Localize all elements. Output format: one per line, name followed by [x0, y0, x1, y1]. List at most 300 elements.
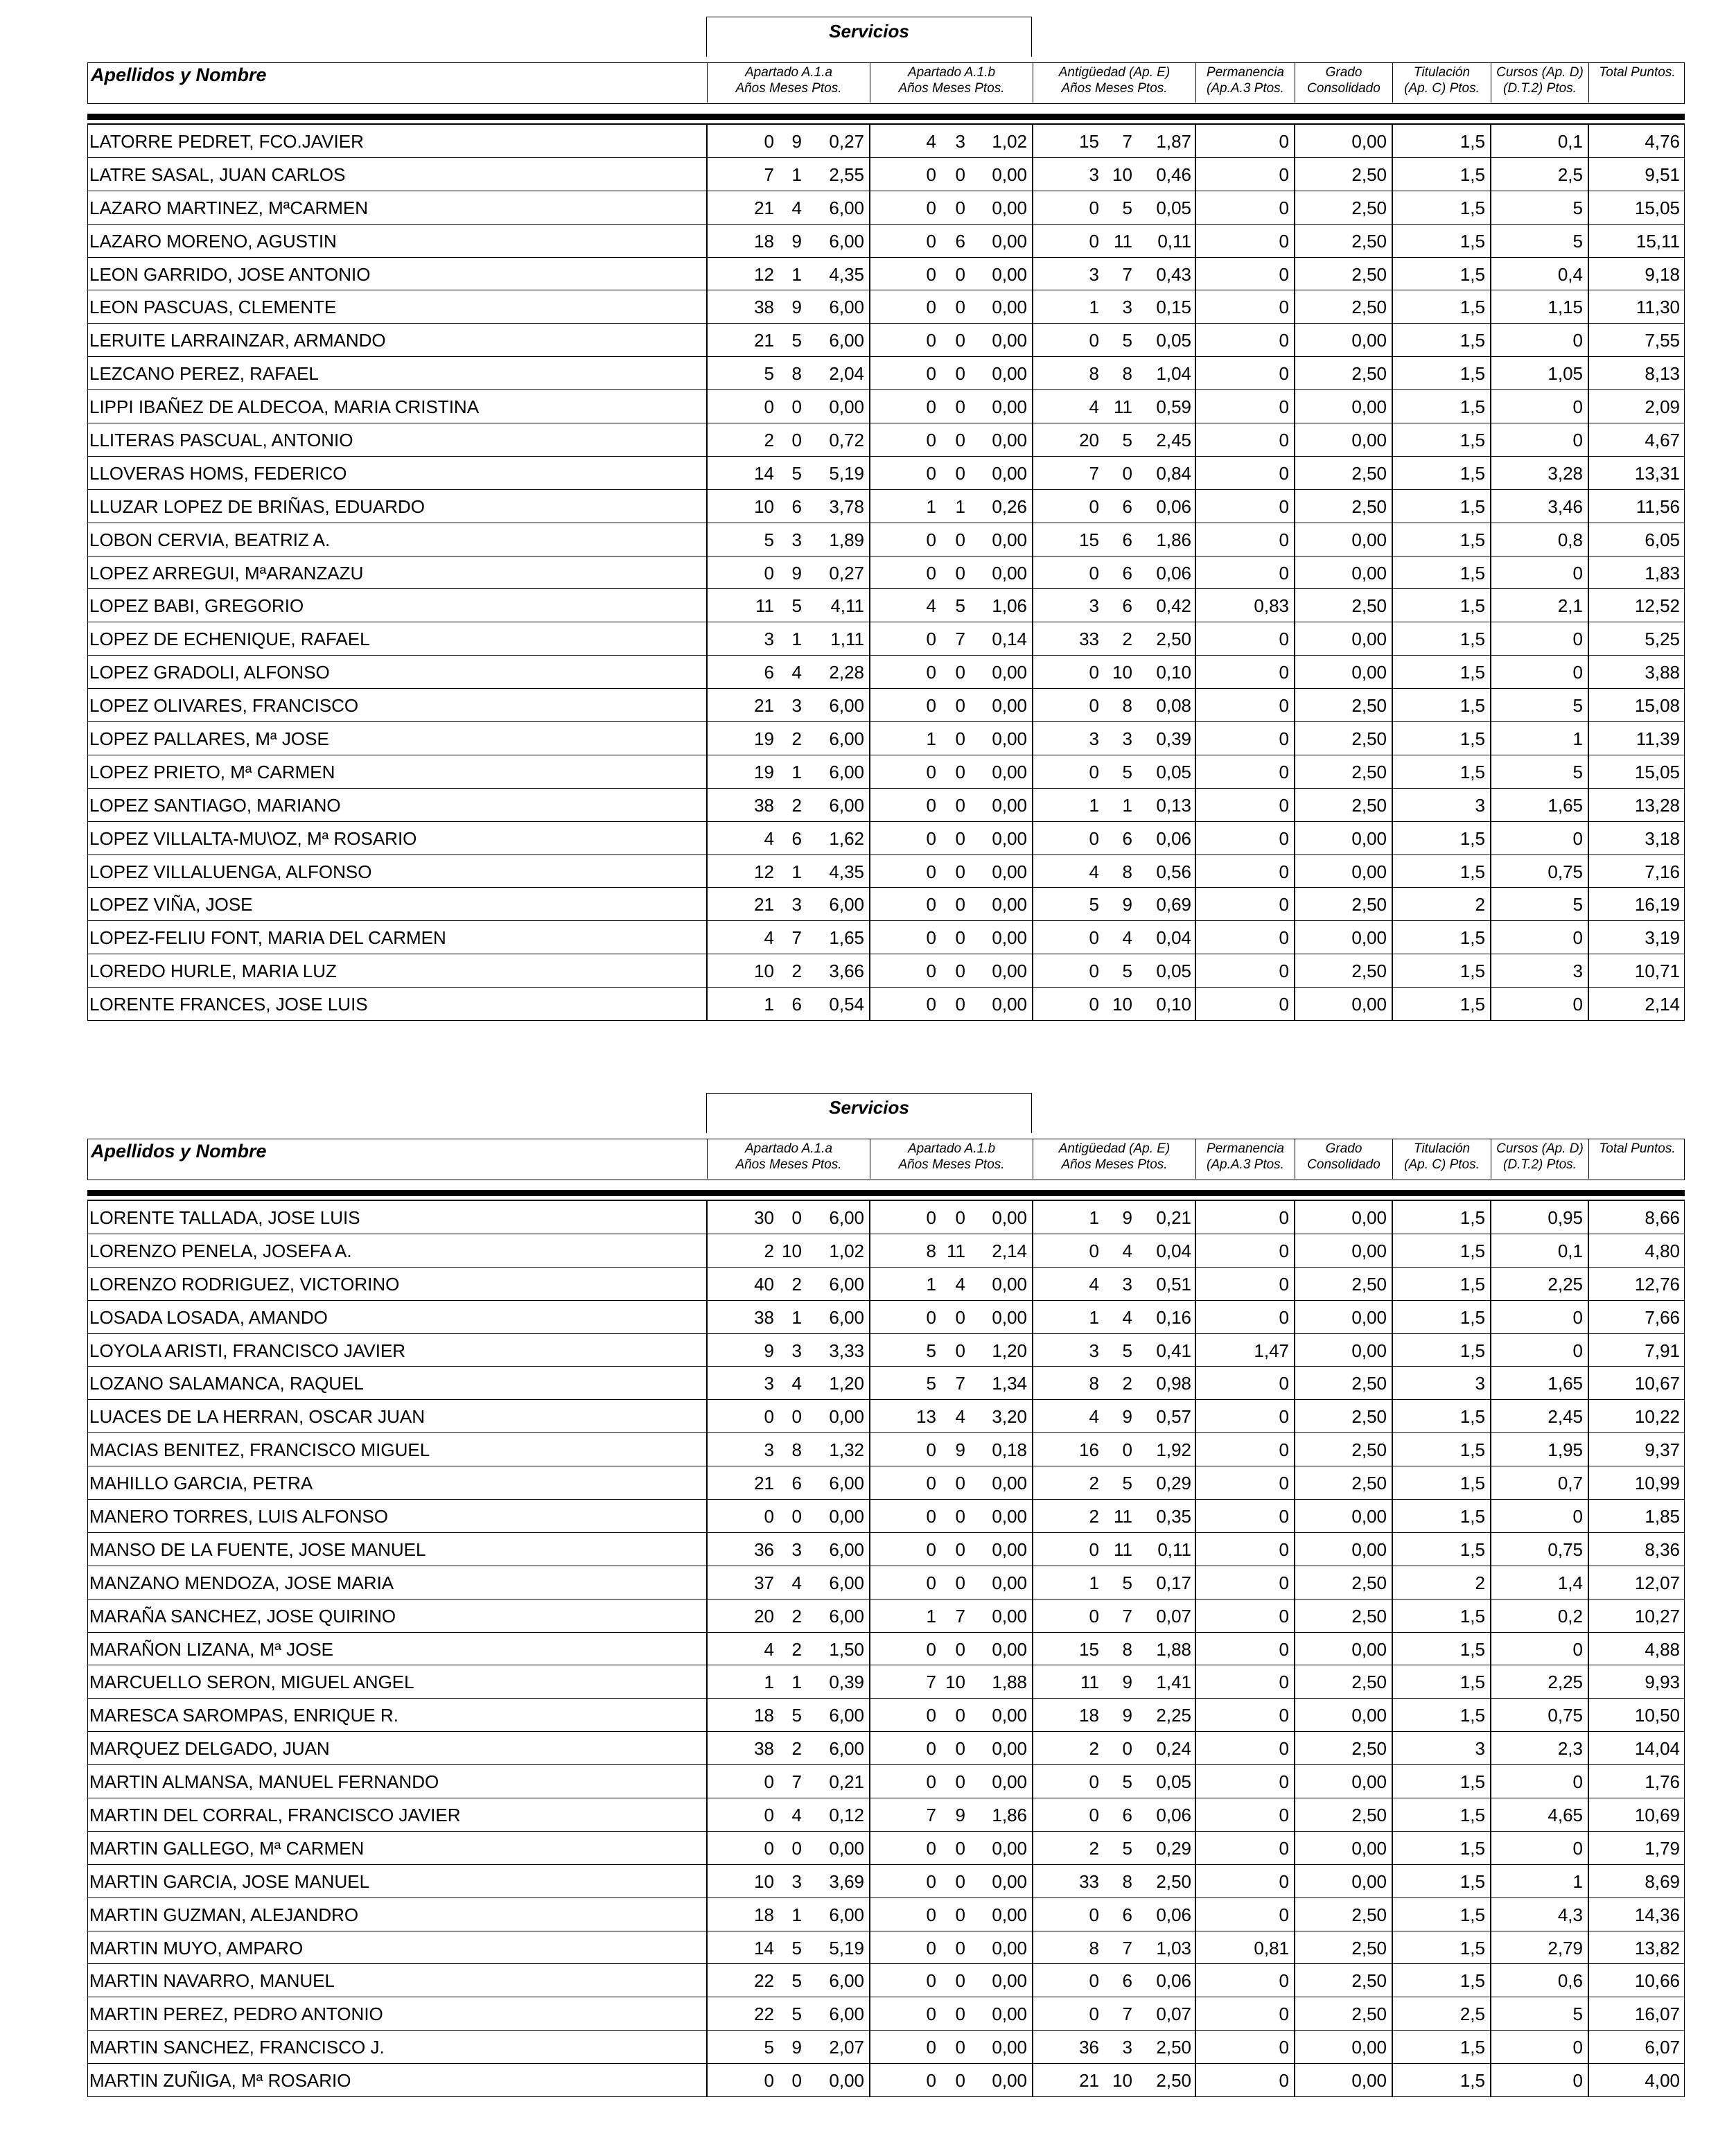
column-divider: [706, 457, 708, 489]
total-column-header: Total Puntos.: [1588, 63, 1685, 103]
column-divider: [1032, 2064, 1033, 2096]
cursos-ptos: 0: [1572, 1638, 1583, 1660]
column-divider: [869, 1268, 870, 1300]
total-puntos: 3,88: [1645, 662, 1680, 683]
a1b-meses: 5: [955, 595, 965, 617]
a1a-meses: 0: [791, 1207, 802, 1228]
column-divider: [869, 855, 870, 888]
antig-meses: 5: [1122, 1473, 1132, 1494]
column-divider: [869, 1665, 870, 1698]
a1a-ptos: 6,00: [829, 1572, 864, 1593]
column-divider: [1294, 722, 1295, 755]
column-divider: [1294, 1533, 1295, 1566]
total-puntos: 1,83: [1645, 562, 1680, 584]
column-divider: [869, 2031, 870, 2063]
column-divider: [706, 954, 708, 987]
a1a-anos: 37: [754, 1572, 774, 1593]
table-row: [88, 1898, 1684, 1931]
column-divider: [1490, 2031, 1491, 2063]
column-divider: [1490, 1301, 1491, 1333]
antig-anos: 3: [1089, 164, 1099, 185]
cursos-ptos: 0: [1572, 2037, 1583, 2058]
column-divider: [1294, 622, 1295, 655]
a1a-ptos: 6,00: [829, 1539, 864, 1560]
column-divider: [1490, 1699, 1491, 1731]
a1b-ptos: 0,00: [992, 1473, 1027, 1494]
column-divider: [1294, 888, 1295, 920]
table-row: [88, 1732, 1684, 1765]
a1a-ptos: 3,66: [829, 961, 864, 982]
titulacion-ptos: 1,5: [1460, 1340, 1485, 1361]
antig-meses: 10: [1112, 2070, 1132, 2092]
column-divider: [1392, 2031, 1393, 2063]
a1a-ptos: 6,00: [829, 1904, 864, 1925]
table-row: [88, 158, 1684, 191]
total-puntos: 4,00: [1645, 2070, 1680, 2092]
a1b-anos: 0: [926, 1306, 936, 1328]
cursos-ptos: 1,95: [1548, 1439, 1583, 1461]
column-divider: [1490, 357, 1491, 389]
a1b-ptos: 0,00: [992, 994, 1027, 1015]
column-divider: [1294, 1268, 1295, 1300]
total-puntos: 5,25: [1645, 629, 1680, 650]
a1a-ptos: 6,00: [829, 1306, 864, 1328]
column-divider: [1392, 1466, 1393, 1499]
antig-meses: 8: [1122, 695, 1132, 717]
column-divider: [1294, 1500, 1295, 1532]
a1b-ptos: 0,00: [992, 2037, 1027, 2058]
cursos-ptos: 0,1: [1557, 131, 1583, 152]
a1a-ptos: 6,00: [829, 1970, 864, 1992]
column-divider: [1392, 1433, 1393, 1466]
column-divider: [1490, 689, 1491, 721]
a1a-ptos: 1,20: [829, 1373, 864, 1394]
a1b-meses: 0: [955, 1870, 965, 1892]
antig-ptos: 2,25: [1156, 1705, 1191, 1726]
a1b-meses: 7: [955, 1605, 965, 1627]
column-divider: [1392, 1665, 1393, 1698]
column-divider: [1490, 1732, 1491, 1764]
titulacion-ptos: 1,5: [1460, 1970, 1485, 1992]
total-puntos: 1,85: [1645, 1506, 1680, 1527]
grado-consolidado: 2,50: [1351, 595, 1387, 617]
a1a-anos: 12: [754, 861, 774, 882]
column-divider: [869, 390, 870, 423]
permanencia-ptos: 0: [1279, 529, 1289, 550]
antig-ptos: 0,29: [1156, 1473, 1191, 1494]
column-divider: [1032, 622, 1033, 655]
column-divider: [706, 722, 708, 755]
a1a-anos: 5: [764, 363, 774, 385]
grado-consolidado: 0,00: [1351, 2037, 1387, 2058]
total-puntos: 14,04: [1634, 1738, 1680, 1760]
cursos-ptos: 2,25: [1548, 1672, 1583, 1693]
a1b-meses: 0: [955, 994, 965, 1015]
column-divider: [869, 1865, 870, 1898]
titulacion-ptos: 3: [1475, 794, 1485, 816]
antig-meses: 4: [1122, 1240, 1132, 1261]
titulacion-ptos: 1,5: [1460, 363, 1485, 385]
cursos-column-header: Cursos (Ap. D) (D.T.2) Ptos.: [1491, 63, 1588, 103]
a1b-ptos: 0,00: [992, 330, 1027, 351]
column-divider: [1588, 490, 1589, 523]
cursos-ptos: 0: [1572, 1837, 1583, 1859]
total-puntos: 4,88: [1645, 1638, 1680, 1660]
column-divider: [1294, 1433, 1295, 1466]
column-divider: [1392, 1201, 1393, 1234]
permanencia-ptos: 0: [1279, 961, 1289, 982]
a1a-meses: 5: [791, 1970, 802, 1992]
a1b-meses: 0: [955, 1506, 965, 1527]
titulacion-ptos: 1,5: [1460, 1638, 1485, 1660]
a1a-ptos: 4,35: [829, 861, 864, 882]
a1b-ptos: 0,00: [992, 961, 1027, 982]
column-divider: [706, 390, 708, 423]
column-divider: [1294, 1964, 1295, 1997]
antig-ptos: 0,06: [1156, 562, 1191, 584]
column-divider: [1490, 1334, 1491, 1367]
a1a-meses: 0: [791, 2070, 802, 2092]
a1a-anos: 22: [754, 1970, 774, 1992]
column-divider: [1294, 988, 1295, 1020]
column-divider: [1392, 988, 1393, 1020]
a1b-anos: 0: [926, 827, 936, 849]
column-divider: [1294, 656, 1295, 688]
column-divider: [1588, 921, 1589, 954]
table-row: [88, 822, 1684, 855]
column-divider: [1588, 1931, 1589, 1964]
antig-meses: 5: [1122, 761, 1132, 782]
a1a-meses: 5: [791, 462, 802, 484]
column-divider: [1490, 191, 1491, 224]
column-divider: [1294, 357, 1295, 389]
titulacion-ptos: 1,5: [1460, 396, 1485, 418]
a1a-meses: 0: [791, 1506, 802, 1527]
total-puntos: 9,51: [1645, 164, 1680, 185]
column-divider: [869, 258, 870, 290]
column-divider: [706, 1367, 708, 1399]
antig-meses: 5: [1122, 1771, 1132, 1793]
cursos-ptos: 0,8: [1557, 529, 1583, 550]
column-divider: [869, 225, 870, 257]
cursos-ptos: 2,79: [1548, 1937, 1583, 1958]
column-divider: [1294, 1765, 1295, 1798]
column-divider: [706, 158, 708, 191]
permanencia-ptos: 0: [1279, 330, 1289, 351]
a1b-meses: 4: [955, 1273, 965, 1295]
table-row: [88, 1466, 1684, 1500]
table-row: [88, 125, 1684, 158]
column-divider: [1392, 1600, 1393, 1632]
column-divider: [706, 1931, 708, 1964]
a1b-ptos: 0,00: [992, 1306, 1027, 1328]
table-row: [88, 589, 1684, 622]
person-name: MANSO DE LA FUENTE, JOSE MANUEL: [89, 1539, 426, 1560]
a1a-meses: 3: [791, 695, 802, 717]
a1a-anos: 3: [764, 629, 774, 650]
a1b-anos: 0: [926, 894, 936, 915]
grado-consolidado: 2,50: [1351, 1572, 1387, 1593]
a1b-anos: 0: [926, 1705, 936, 1726]
permanencia-ptos: 0: [1279, 1539, 1289, 1560]
cursos-ptos: 1,05: [1548, 363, 1583, 385]
table-row: [88, 1301, 1684, 1334]
total-puntos: 6,05: [1645, 529, 1680, 550]
antig-meses: 4: [1122, 1306, 1132, 1328]
column-divider: [1294, 556, 1295, 589]
table-row: [88, 1234, 1684, 1268]
a1a-ptos: 0,00: [829, 1837, 864, 1859]
column-divider: [1588, 589, 1589, 622]
column-divider: [1032, 1466, 1033, 1499]
column-divider: [1032, 158, 1033, 191]
antig-meses: 6: [1122, 1970, 1132, 1992]
column-divider: [1032, 357, 1033, 389]
a1b-anos: 1: [926, 1273, 936, 1295]
a1b-meses: 0: [955, 2037, 965, 2058]
table-row: [88, 1500, 1684, 1533]
column-divider: [1032, 324, 1033, 356]
column-divider: [1294, 1201, 1295, 1234]
grado-consolidado: 2,50: [1351, 1672, 1387, 1693]
column-divider: [1294, 1367, 1295, 1399]
a1b-anos: 0: [926, 1837, 936, 1859]
a1b-meses: 0: [955, 1771, 965, 1793]
column-divider: [1294, 1234, 1295, 1267]
a1a-anos: 5: [764, 2037, 774, 2058]
a1b-ptos: 0,00: [992, 1970, 1027, 1992]
a1b-anos: 0: [926, 164, 936, 185]
antiguedad-column-header: Antigüedad (Ap. E) Años Meses Ptos.: [1033, 1139, 1195, 1179]
permanencia-ptos: 0: [1279, 1771, 1289, 1793]
table-row: [88, 1633, 1684, 1666]
column-divider: [1294, 1466, 1295, 1499]
a1b-anos: 0: [926, 396, 936, 418]
column-divider: [706, 589, 708, 622]
a1b-anos: 8: [926, 1240, 936, 1261]
column-divider: [1032, 888, 1033, 920]
column-divider: [706, 1566, 708, 1599]
a1b-meses: 0: [955, 2004, 965, 2025]
column-divider: [1195, 1433, 1196, 1466]
a1b-anos: 0: [926, 230, 936, 252]
a1b-anos: 0: [926, 1771, 936, 1793]
column-divider: [1032, 457, 1033, 489]
column-divider: [869, 1533, 870, 1566]
column-divider: [1032, 988, 1033, 1020]
total-puntos: 4,76: [1645, 131, 1680, 152]
a1a-anos: 1: [764, 1672, 774, 1693]
antig-anos: 0: [1089, 1805, 1099, 1826]
a1a-meses: 6: [791, 827, 802, 849]
column-divider: [869, 822, 870, 854]
antig-anos: 18: [1079, 1705, 1099, 1726]
column-divider: [1032, 1367, 1033, 1399]
column-divider: [1294, 855, 1295, 888]
grado-consolidado: 2,50: [1351, 263, 1387, 285]
antig-anos: 0: [1089, 927, 1099, 949]
permanencia-ptos: 0: [1279, 1605, 1289, 1627]
column-divider: [1588, 822, 1589, 854]
column-divider: [1195, 1665, 1196, 1698]
table-row: [88, 755, 1684, 789]
a1a-anos: 19: [754, 728, 774, 750]
antig-ptos: 0,06: [1156, 1805, 1191, 1826]
a1a-anos: 12: [754, 263, 774, 285]
grado-consolidado: 2,50: [1351, 230, 1387, 252]
a1b-ptos: 0,00: [992, 1638, 1027, 1660]
column-divider: [1032, 1865, 1033, 1898]
scores-table-2: [87, 1093, 1685, 2098]
grado-consolidado: 0,00: [1351, 994, 1387, 1015]
a1b-anos: 0: [926, 330, 936, 351]
a1a-anos: 0: [764, 2070, 774, 2092]
antig-anos: 4: [1089, 396, 1099, 418]
column-divider: [1195, 1832, 1196, 1864]
antig-anos: 33: [1079, 1870, 1099, 1892]
permanencia-ptos: 0: [1279, 462, 1289, 484]
antig-meses: 10: [1112, 994, 1132, 1015]
column-divider: [1490, 1832, 1491, 1864]
column-divider: [1588, 1865, 1589, 1898]
grado-consolidado: 0,00: [1351, 1506, 1387, 1527]
antig-ptos: 2,50: [1156, 2037, 1191, 2058]
person-name: LATRE SASAL, JUAN CARLOS: [89, 164, 346, 185]
cursos-ptos: 1,65: [1548, 1373, 1583, 1394]
column-divider: [1490, 888, 1491, 920]
table-row: [88, 1699, 1684, 1732]
titulacion-ptos: 1,5: [1460, 861, 1485, 882]
person-name: LORENTE TALLADA, JOSE LUIS: [89, 1207, 360, 1228]
titulacion-ptos: 1,5: [1460, 1771, 1485, 1793]
a1b-anos: 0: [926, 927, 936, 949]
grado-consolidado: 2,50: [1351, 961, 1387, 982]
a1b-ptos: 0,26: [992, 496, 1027, 517]
a1b-ptos: 0,00: [992, 662, 1027, 683]
grado-consolidado: 0,00: [1351, 1340, 1387, 1361]
column-divider: [706, 1964, 708, 1997]
a1a-ptos: 0,27: [829, 131, 864, 152]
permanencia-ptos: 0: [1279, 1572, 1289, 1593]
table-row: [88, 390, 1684, 423]
column-divider: [1392, 523, 1393, 556]
table-row: [88, 290, 1684, 324]
a1a-ptos: 3,69: [829, 1870, 864, 1892]
column-divider: [1490, 158, 1491, 191]
table-row: [88, 1832, 1684, 1865]
a1b-anos: 0: [926, 994, 936, 1015]
column-divider: [1392, 1533, 1393, 1566]
column-divider: [1294, 1898, 1295, 1931]
antig-anos: 0: [1089, 662, 1099, 683]
antig-ptos: 0,59: [1156, 396, 1191, 418]
a1a-meses: 9: [791, 230, 802, 252]
a1b-ptos: 0,00: [992, 529, 1027, 550]
column-divider: [1392, 191, 1393, 224]
a1a-ptos: 0,27: [829, 562, 864, 584]
titulacion-ptos: 1,5: [1460, 1207, 1485, 1228]
antig-meses: 5: [1122, 1572, 1132, 1593]
column-divider: [1032, 755, 1033, 788]
titulacion-ptos: 1,5: [1460, 728, 1485, 750]
column-divider: [1490, 290, 1491, 323]
cursos-ptos: 0: [1572, 629, 1583, 650]
grado-consolidado: 0,00: [1351, 430, 1387, 451]
a1b-meses: 0: [955, 1539, 965, 1560]
column-divider: [869, 1201, 870, 1234]
column-divider: [706, 125, 708, 157]
antig-anos: 0: [1089, 1771, 1099, 1793]
grado-consolidado: 2,50: [1351, 1473, 1387, 1494]
permanencia-ptos: 0: [1279, 761, 1289, 782]
a1a-anos: 40: [754, 1273, 774, 1295]
column-divider: [1490, 1466, 1491, 1499]
cursos-ptos: 2,3: [1557, 1738, 1583, 1760]
a1a-meses: 6: [791, 994, 802, 1015]
a1b-meses: 0: [955, 1837, 965, 1859]
antig-meses: 0: [1122, 1439, 1132, 1461]
titulacion-ptos: 1,5: [1460, 1439, 1485, 1461]
a1b-ptos: 0,00: [992, 1539, 1027, 1560]
column-divider: [1490, 1201, 1491, 1234]
a1a-meses: 6: [791, 1473, 802, 1494]
column-divider: [1392, 1898, 1393, 1931]
cursos-ptos: 5: [1572, 695, 1583, 717]
total-puntos: 8,69: [1645, 1870, 1680, 1892]
column-divider: [1588, 1699, 1589, 1731]
cursos-ptos: 0: [1572, 1506, 1583, 1527]
column-divider: [1392, 2064, 1393, 2096]
a1b-anos: 0: [926, 1870, 936, 1892]
antig-meses: 9: [1122, 1207, 1132, 1228]
antig-anos: 0: [1089, 330, 1099, 351]
a1b-ptos: 0,18: [992, 1439, 1027, 1461]
a1b-meses: 1: [955, 496, 965, 517]
antig-anos: 1: [1089, 794, 1099, 816]
column-divider: [869, 324, 870, 356]
column-divider: [1392, 225, 1393, 257]
column-divider: [706, 2031, 708, 2063]
a1a-meses: 3: [791, 894, 802, 915]
antig-anos: 8: [1089, 1937, 1099, 1958]
antig-ptos: 0,13: [1156, 794, 1191, 816]
a1b-ptos: 1,06: [992, 595, 1027, 617]
antig-meses: 11: [1114, 396, 1132, 418]
antig-ptos: 0,57: [1156, 1406, 1191, 1428]
column-divider: [1490, 1633, 1491, 1665]
permanencia-ptos: 0: [1279, 1805, 1289, 1826]
column-divider: [1490, 1268, 1491, 1300]
antig-meses: 9: [1122, 894, 1132, 915]
name-column-header: Apellidos y Nombre: [91, 64, 267, 85]
table-row: [88, 1433, 1684, 1466]
a1a-meses: 5: [791, 595, 802, 617]
total-puntos: 12,07: [1634, 1572, 1680, 1593]
antig-anos: 1: [1089, 297, 1099, 318]
a1b-anos: 0: [926, 761, 936, 782]
a1b-ptos: 0,00: [992, 197, 1027, 218]
antig-anos: 0: [1089, 562, 1099, 584]
antig-anos: 0: [1089, 1904, 1099, 1925]
grado-consolidado: 2,50: [1351, 1406, 1387, 1428]
antig-ptos: 0,56: [1156, 861, 1191, 882]
total-puntos: 7,91: [1645, 1340, 1680, 1361]
a1b-meses: 11: [947, 1240, 965, 1261]
a1b-anos: 0: [926, 794, 936, 816]
antig-anos: 8: [1089, 363, 1099, 385]
antig-meses: 11: [1114, 1506, 1132, 1527]
column-divider: [1490, 1798, 1491, 1831]
